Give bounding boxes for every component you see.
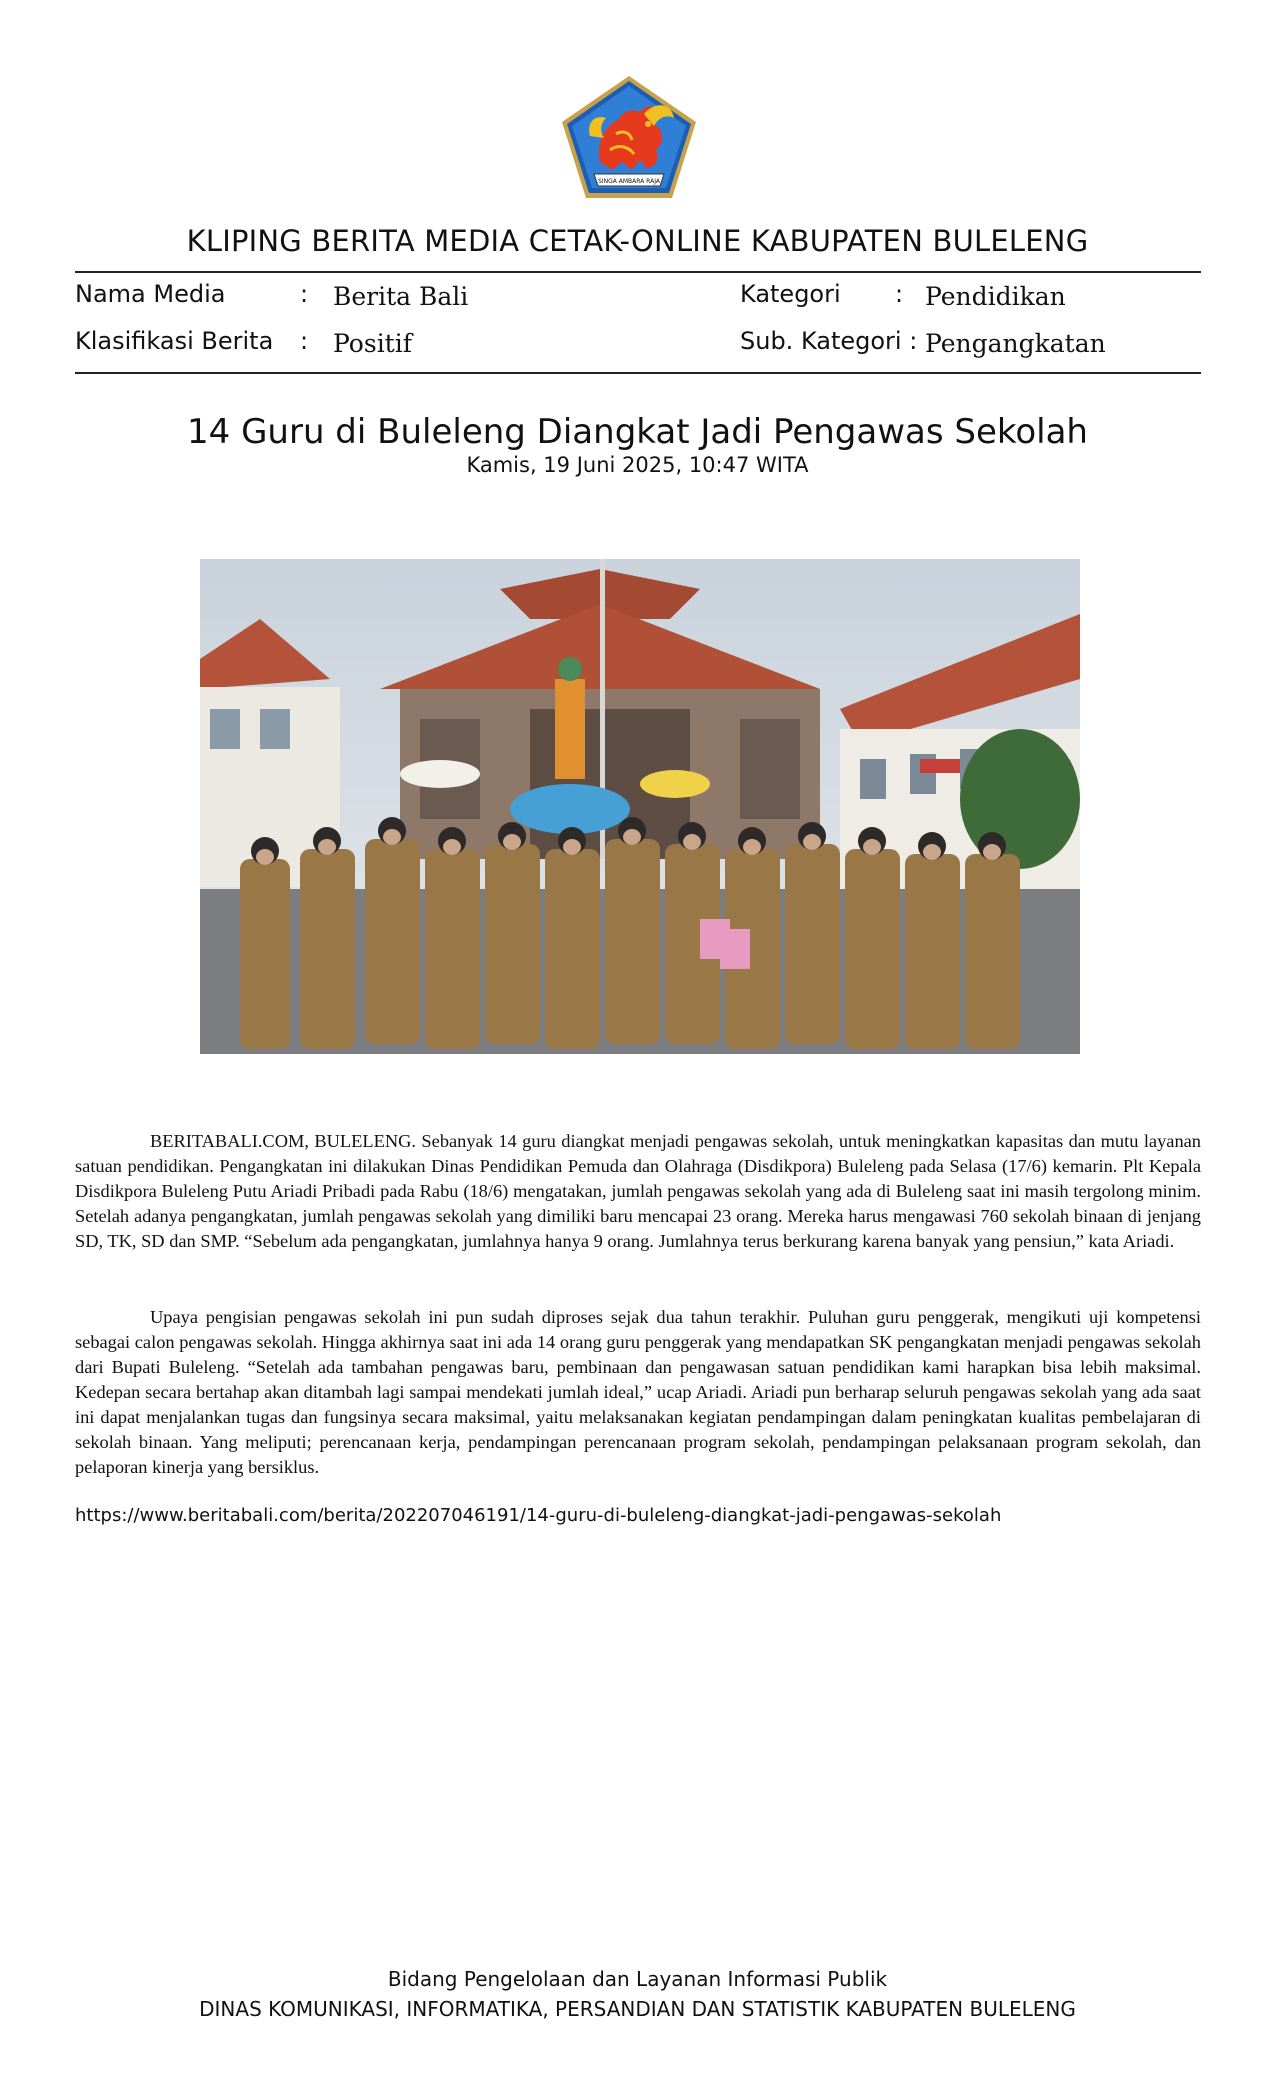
- klasifikasi-label: Klasifikasi Berita: [75, 327, 274, 355]
- footer-division: Bidang Pengelolaan dan Layanan Informasi Publik: [387, 1967, 888, 1991]
- klasifikasi-colon: :: [300, 327, 309, 355]
- article-paragraph-2: Upaya pengisian pengawas sekolah ini pun sudah diproses sejak dua tahun terakhir. Puluhan guru penggerak, mengikuti uji kompetensi sebagai calon pengawas sekolah. Hingga akhirnya saat ini ada 14 orang guru penggerak yang mendapatkan SK pengangkatan menjadi pengawas sekolah dari Bupati Buleleng. “Setelah ada tambahan pengawas baru, pembinaan dan pengawasan satuan pendidikan kami harapkan bisa lebih maksimal. Kedepan secara bertahap akan ditambah lagi sampai mendekati jumlah ideal,” ucap Ariadi. Ariadi pun berharap seluruh pengawas sekolah yang ada saat ini dapat menjalankan tugas dan fungsinya secara maksimal, yaitu melaksanakan kegiatan pendampingan dalam peningkatan kualitas pembelajaran di sekolah binaan. Yang meliputi; perencanaan kerja, pendampingan perencanaan program sekolah, pendampingan pelaksanaan program sekolah, dan pelaporan kinerja yang bersiklus.: [75, 1307, 1201, 1477]
- buleleng-regency-emblem: [560, 74, 698, 200]
- article-title: 14 Guru di Buleleng Diangkat Jadi Pengawas Sekolah: [187, 412, 1088, 452]
- kategori-value: Pendidikan: [925, 282, 1066, 311]
- kategori-colon: :: [895, 280, 904, 308]
- bottom-divider: [75, 372, 1201, 374]
- article-paragraph-1: BERITABALI.COM, BULELENG. Sebanyak 14 guru diangkat menjadi pengawas sekolah, untuk meningkatkan kapasitas dan mutu layanan satuan pendidikan. Pengangkatan ini dilakukan Dinas Pendidikan Pemuda dan Olahraga (Disdikpora) Buleleng pada Selasa (17/6) kemarin. Plt Kepala Disdikpora Buleleng Putu Ariadi Pribadi pada Rabu (18/6) mengatakan, jumlah pengawas sekolah yang ada di Buleleng saat ini masih tergolong minim. Setelah adanya pengangkatan, jumlah pengawas sekolah yang dimiliki baru mencapai 23 orang. Mereka harus mengawasi 760 sekolah binaan di jenjang SD, TK, SD dan SMP. “Sebelum ada pengangkatan, jumlahnya hanya 9 orang. Jumlahnya terus berkurang karena banyak yang pensiun,” kata Ariadi.: [75, 1131, 1201, 1251]
- page-title: KLIPING BERITA MEDIA CETAK-ONLINE KABUPATEN BULELENG: [186, 224, 1089, 258]
- top-divider: [75, 271, 1201, 273]
- sub-kategori-label: Sub. Kategori :: [740, 327, 918, 355]
- emblem-motto: SINGA AMBARA RAJA: [598, 178, 660, 185]
- article-photo: [200, 559, 1080, 1054]
- kategori-label: Kategori: [740, 280, 841, 308]
- nama-media-label: Nama Media: [75, 280, 226, 308]
- nama-media-value: Berita Bali: [333, 282, 469, 311]
- article-date: Kamis, 19 Juni 2025, 10:47 WITA: [466, 453, 809, 477]
- footer-agency: DINAS KOMUNIKASI, INFORMATIKA, PERSANDIAN DAN STATISTIK KABUPATEN BULELENG: [199, 1997, 1076, 2021]
- sub-kategori-value: Pengangkatan: [925, 329, 1106, 358]
- source-url[interactable]: https://www.beritabali.com/berita/202207046191/14-guru-di-buleleng-diangkat-jadi-pengawas-sekolah: [75, 1505, 1002, 1526]
- nama-media-colon: :: [300, 280, 309, 308]
- klasifikasi-value: Positif: [333, 329, 412, 358]
